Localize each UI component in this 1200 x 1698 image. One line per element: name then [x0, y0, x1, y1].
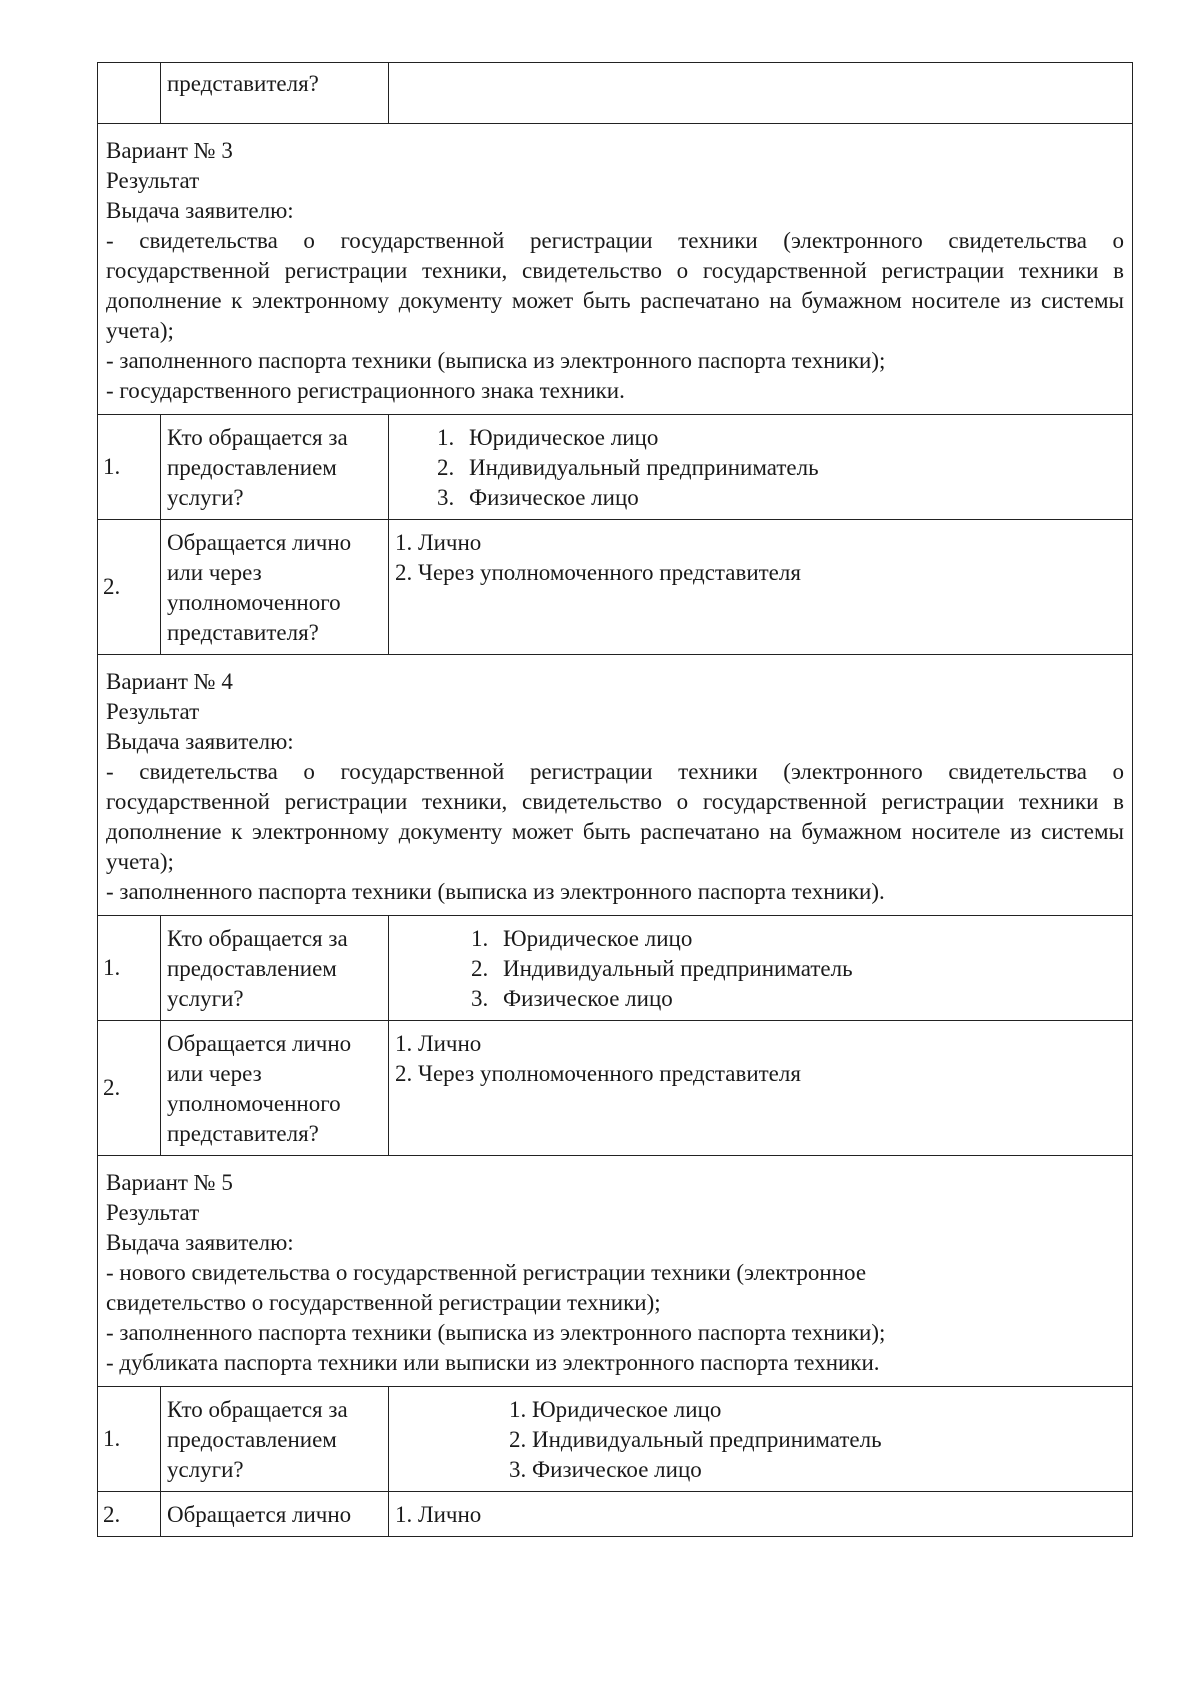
- answer-cell: [389, 1021, 1133, 1156]
- list-item: 2. Индивидуальный предприниматель: [437, 455, 819, 480]
- table-row: [98, 520, 1133, 655]
- question-text: Обращается лично или через уполномоченного представителя?: [161, 520, 389, 655]
- answer-cell: [389, 520, 1133, 655]
- list-item: 1. Юридическое лицо: [471, 926, 693, 951]
- issue-label: Выдача заявителю:: [106, 198, 294, 223]
- table-row: [98, 1021, 1133, 1156]
- answer-list: [395, 924, 1126, 1014]
- answer-list: [395, 528, 1126, 588]
- list-item: 2. Индивидуальный предприниматель: [509, 1427, 882, 1452]
- variant-5-header-row: [98, 1156, 1133, 1387]
- result-item: - заполненного паспорта техники (выписка из электронного паспорта техники).: [106, 879, 885, 904]
- list-item: 1. Лично: [395, 530, 482, 555]
- row-number: 2.: [98, 1492, 161, 1537]
- row-number-cell: [98, 63, 161, 124]
- answer-list: [395, 423, 1126, 513]
- list-item: 1. Юридическое лицо: [509, 1397, 722, 1422]
- result-label: Результат: [106, 168, 200, 193]
- result-item: - свидетельства о государственной регистрации техники (электронного свидетельства о государственной регистрации техники, свидетельство о государственной регистрации техники в дополнение к электронному документу может быть распечатано на бумажном носителе из системы учета);: [106, 759, 1124, 874]
- list-item: 3. Физическое лицо: [471, 986, 673, 1011]
- result-label: Результат: [106, 1200, 200, 1225]
- issue-label: Выдача заявителю:: [106, 729, 294, 754]
- issue-label: Выдача заявителю:: [106, 1230, 294, 1255]
- variant-title: Вариант № 5: [106, 1170, 233, 1195]
- variant-description: [98, 124, 1133, 415]
- result-item: - свидетельства о государственной регистрации техники (электронного свидетельства о государственной регистрации техники, свидетельство о государственной регистрации техники в дополнение к электронному документу может быть распечатано на бумажном носителе из системы учета);: [106, 228, 1124, 343]
- answer-cell: [389, 1492, 1133, 1537]
- table-row: [98, 63, 1133, 124]
- document-page: [97, 62, 1133, 1537]
- result-label: Результат: [106, 699, 200, 724]
- result-item: - нового свидетельства о государственной регистрации техники (электронное свидетельство о государственной регистрации техники);: [106, 1260, 867, 1315]
- question-cell: [161, 63, 389, 124]
- list-item: 1. Лично: [395, 1502, 482, 1527]
- question-text: Кто обращается за предоставлением услуги?: [161, 1387, 389, 1492]
- list-item: 1. Лично: [395, 1031, 482, 1056]
- list-item: 3. Физическое лицо: [437, 485, 639, 510]
- row-number: 1.: [98, 1387, 161, 1492]
- variant-4-header-row: [98, 655, 1133, 916]
- result-item: - заполненного паспорта техники (выписка из электронного паспорта техники);: [106, 348, 886, 373]
- table-row: [98, 1492, 1133, 1537]
- services-table: [97, 62, 1133, 1537]
- answer-cell: [389, 1387, 1133, 1492]
- variant-description: [98, 1156, 1133, 1387]
- row-number: 1.: [98, 415, 161, 520]
- result-item: - дубликата паспорта техники или выписки из электронного паспорта техники.: [106, 1350, 880, 1375]
- variant-description: [98, 655, 1133, 916]
- question-text: Обращается лично: [161, 1492, 389, 1537]
- answer-list: [395, 1500, 1126, 1530]
- answer-list: [395, 1395, 1126, 1485]
- table-row: [98, 916, 1133, 1021]
- list-item: 3. Физическое лицо: [509, 1457, 702, 1482]
- question-text: Кто обращается за предоставлением услуги?: [161, 415, 389, 520]
- answer-cell: [389, 916, 1133, 1021]
- variant-title: Вариант № 3: [106, 138, 233, 163]
- list-item: 1. Юридическое лицо: [437, 425, 659, 450]
- result-item: - заполненного паспорта техники (выписка из электронного паспорта техники);: [106, 1320, 886, 1345]
- list-item: 2. Через уполномоченного представителя: [395, 560, 801, 585]
- row-number: 2.: [98, 1021, 161, 1156]
- variant-title: Вариант № 4: [106, 669, 233, 694]
- list-item: 2. Индивидуальный предприниматель: [471, 956, 853, 981]
- list-item: 2. Через уполномоченного представителя: [395, 1061, 801, 1086]
- question-text: Кто обращается за предоставлением услуги?: [161, 916, 389, 1021]
- question-text: представителя?: [167, 71, 319, 96]
- answer-list: [395, 1029, 1126, 1089]
- row-number: 1.: [98, 916, 161, 1021]
- table-row: [98, 415, 1133, 520]
- result-item: - государственного регистрационного знака техники.: [106, 378, 625, 403]
- answer-cell: [389, 63, 1133, 124]
- question-text: Обращается лично или через уполномоченного представителя?: [161, 1021, 389, 1156]
- row-number: 2.: [98, 520, 161, 655]
- variant-3-header-row: [98, 124, 1133, 415]
- answer-cell: [389, 415, 1133, 520]
- table-row: [98, 1387, 1133, 1492]
